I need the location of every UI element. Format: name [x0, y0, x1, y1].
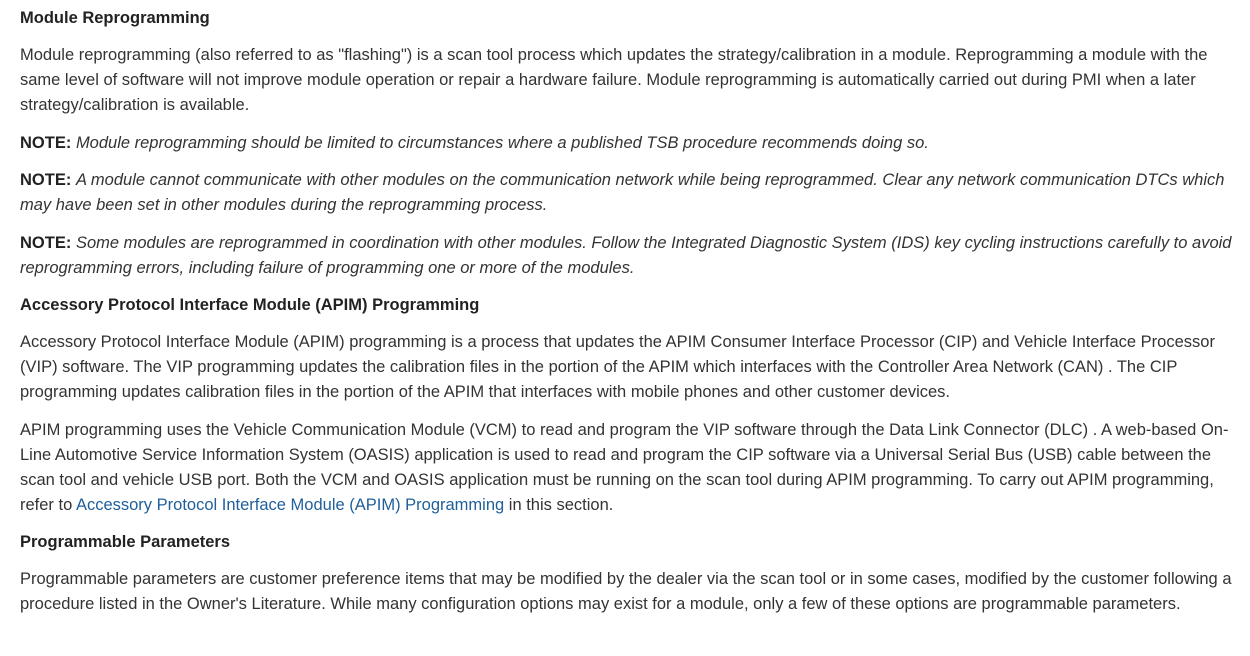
note-text: A module cannot communicate with other modules on the communication network while being reprogrammed. Clear any network communication DTCs which may have been set in other modules during the reprogramming process. [20, 171, 1225, 214]
note-1 [20, 131, 1238, 156]
heading-apim-programming: Accessory Protocol Interface Module (APIM) Programming [20, 296, 480, 314]
apim-procedure-text-end: in this section. [504, 495, 614, 514]
paragraph-module-reprogramming: Module reprogramming (also referred to as "flashing") is a scan tool process which updates the strategy/calibration in a module. Reprogramming a module with the same level of software will not improve module operation or repair a hardware failure. Module reprogramming is automatically carried out during PMI when a later strategy/calibration is available. [20, 46, 1208, 114]
note-label: NOTE: [20, 133, 72, 152]
apim-programming-link[interactable]: Accessory Protocol Interface Module (APIM) Programming [75, 495, 505, 514]
apim-procedure-text: APIM programming uses the Vehicle Communication Module (VCM) to read and program the VIP software through the Data Link Connector (DLC) . A web-based On-Line Automotive Service Information System (OASIS) application is used to read and program the CIP software via a Universal Serial Bus (USB) cable between the scan tool and vehicle USB port. Both the VCM and OASIS application must be running on the scan tool during APIM programming. To carry out APIM programming, refer to [20, 420, 1229, 514]
heading-module-reprogramming: Module Reprogramming [20, 9, 210, 27]
note-text: Module reprogramming should be limited to circumstances where a published TSB procedure recommends doing so. [75, 133, 929, 152]
note-2 [20, 168, 1238, 218]
heading-programmable-parameters: Programmable Parameters [20, 533, 231, 551]
paragraph-apim-procedure [20, 418, 1238, 518]
paragraph-programmable-parameters: Programmable parameters are customer preference items that may be modified by the dealer via the scan tool or in some cases, modified by the customer following a procedure listed in the Owner's Literature. While many configuration options may exist for a module, only a few of these options are programmable parameters. [20, 570, 1232, 613]
paragraph-apim-overview: Accessory Protocol Interface Module (APIM) programming is a process that updates the APIM Consumer Interface Processor (CIP) and Vehicle Interface Processor (VIP) software. The VIP programming updates the calibration files in the portion of the APIM which interfaces with the Controller Area Network (CAN) . The CIP programming updates calibration files in the portion of the APIM that interfaces with mobile phones and other customer devices. [20, 333, 1215, 401]
note-label: NOTE: [20, 233, 72, 252]
note-3 [20, 231, 1238, 281]
note-text: Some modules are reprogrammed in coordination with other modules. Follow the Integrated Diagnostic System (IDS) key cycling instructions carefully to avoid reprogramming errors, including failure of programming one or more of the modules. [20, 233, 1232, 277]
note-label: NOTE: [20, 171, 72, 189]
